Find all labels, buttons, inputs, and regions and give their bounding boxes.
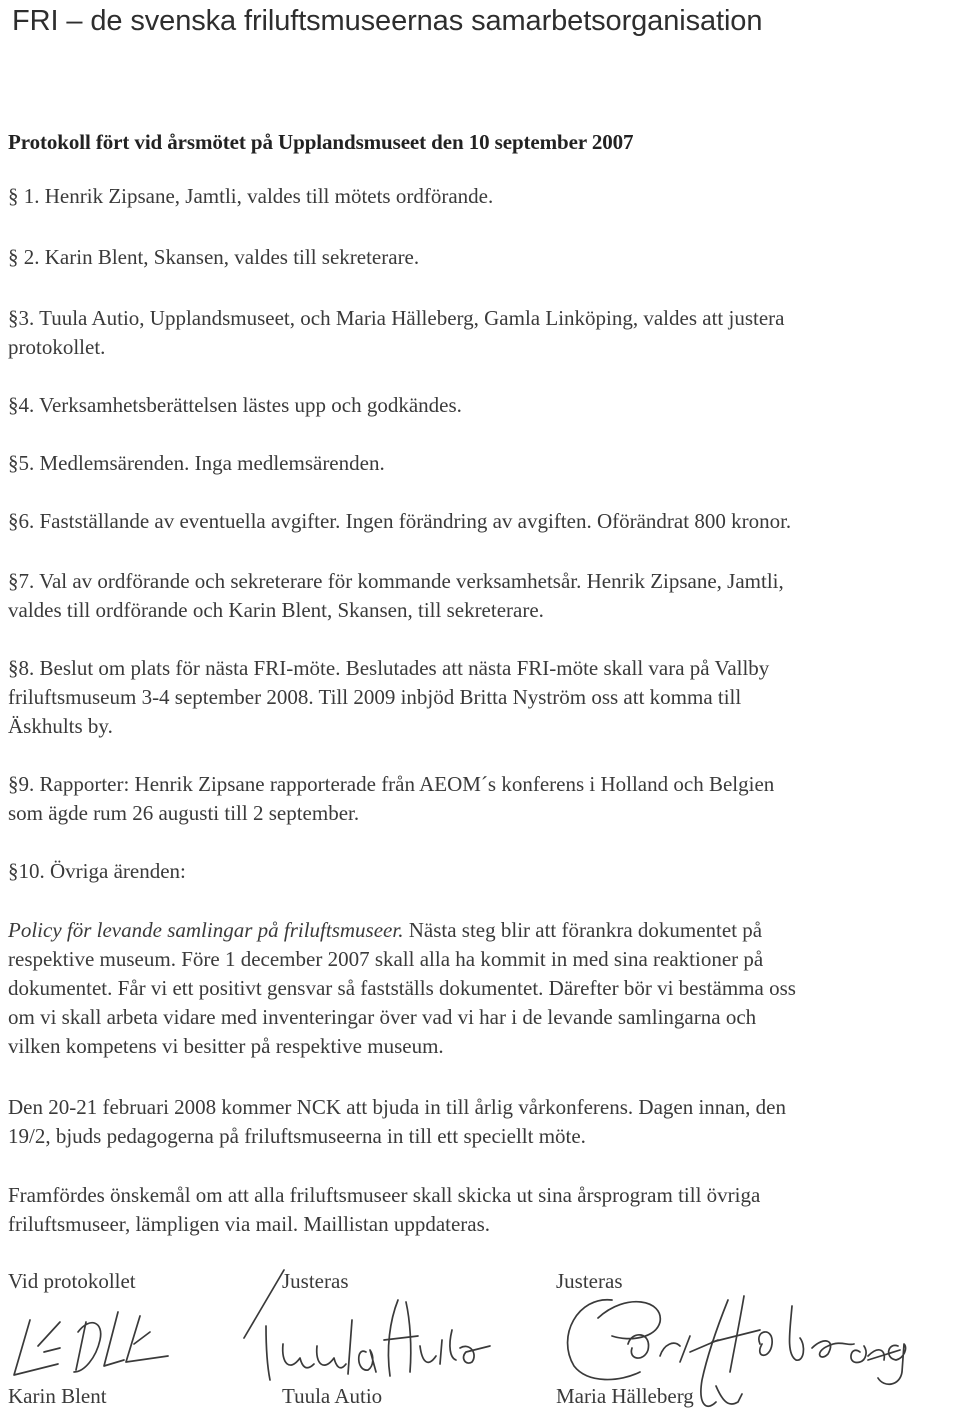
policy-line: dokumentet. Får vi ett positivt gensvar så fastställs dokumentet. Därefter bör vi bestämma oss <box>8 976 796 1000</box>
item-line: §8. Beslut om plats för nästa FRI-möte. Beslutades att nästa FRI-möte skall vara på Vallby <box>8 656 770 680</box>
nck-line: 19/2, bjuds pedagogerna på friluftsmuseerna in till ett speciellt möte. <box>8 1124 586 1148</box>
item-line: §7. Val av ordförande och sekreterare för kommande verksamhetsår. Henrik Zipsane, Jamtli, <box>8 569 784 593</box>
item-line: protokollet. <box>8 335 106 359</box>
signature-label-adjuster-2: Justeras <box>556 1269 623 1293</box>
item-line: §9. Rapporter: Henrik Zipsane rapporterade från AEOM´s konferens i Holland och Belgien <box>8 772 775 796</box>
nck-line: Den 20-21 februari 2008 kommer NCK att bjuda in till årlig vårkonferens. Dagen innan, den <box>8 1095 786 1119</box>
item-line: § 1. Henrik Zipsane, Jamtli, valdes till mötets ordförande. <box>8 184 494 208</box>
wish-line: friluftsmuseer, lämpligen via mail. Maillistan uppdateras. <box>8 1212 491 1236</box>
signature-name-adjuster-1: Tuula Autio <box>282 1384 383 1408</box>
signature-name-adjuster-2: Maria Hälleberg <box>556 1384 694 1408</box>
item-line: §5. Medlemsärenden. Inga medlemsärenden. <box>8 451 385 475</box>
organization-title: FRI – de svenska friluftsmuseernas samarbetsorganisation <box>12 5 763 37</box>
item-line: §6. Fastställande av eventuella avgifter. Ingen förändring av avgiften. Oförändrat 800 kronor. <box>8 509 792 533</box>
item-line: Äskhults by. <box>8 714 113 738</box>
item-line: §10. Övriga ärenden: <box>8 859 186 883</box>
item-line: valdes till ordförande och Karin Blent, Skansen, till sekreterare. <box>8 598 544 622</box>
item-line: friluftsmuseum 3-4 september 2008. Till 2009 inbjöd Britta Nyström oss att komma till <box>8 685 742 709</box>
signature-label-adjuster-1: Justeras <box>282 1269 349 1293</box>
wish-line: Framfördes önskemål om att alla friluftsmuseer skall skicka ut sina årsprogram till övriga <box>8 1183 761 1207</box>
signature-name-secretary: Karin Blent <box>8 1384 107 1408</box>
item-line: §4. Verksamhetsberättelsen lästes upp och godkändes. <box>8 393 462 417</box>
protocol-heading: Protokoll fört vid årsmötet på Upplandsmuseet den 10 september 2007 <box>8 130 634 154</box>
item-line: som ägde rum 26 augusti till 2 september. <box>8 801 360 825</box>
item-line: § 2. Karin Blent, Skansen, valdes till sekreterare. <box>8 245 420 269</box>
policy-title: Policy för levande samlingar på friluftsmuseer. <box>8 918 404 942</box>
policy-line-rest: Nästa steg blir att förankra dokumentet på <box>403 918 763 942</box>
policy-line: respektive museum. Före 1 december 2007 skall alla ha kommit in med sina reaktioner på <box>8 947 764 971</box>
signature-label-secretary: Vid protokollet <box>8 1269 136 1293</box>
item-line: §3. Tuula Autio, Upplandsmuseet, och Maria Hälleberg, Gamla Linköping, valdes att justera <box>8 306 785 330</box>
policy-line: om vi skall arbeta vidare med inventeringar över vad vi har i de levande samlingarna och <box>8 1005 757 1029</box>
policy-line: vilken kompetens vi besitter på respektive museum. <box>8 1034 444 1058</box>
